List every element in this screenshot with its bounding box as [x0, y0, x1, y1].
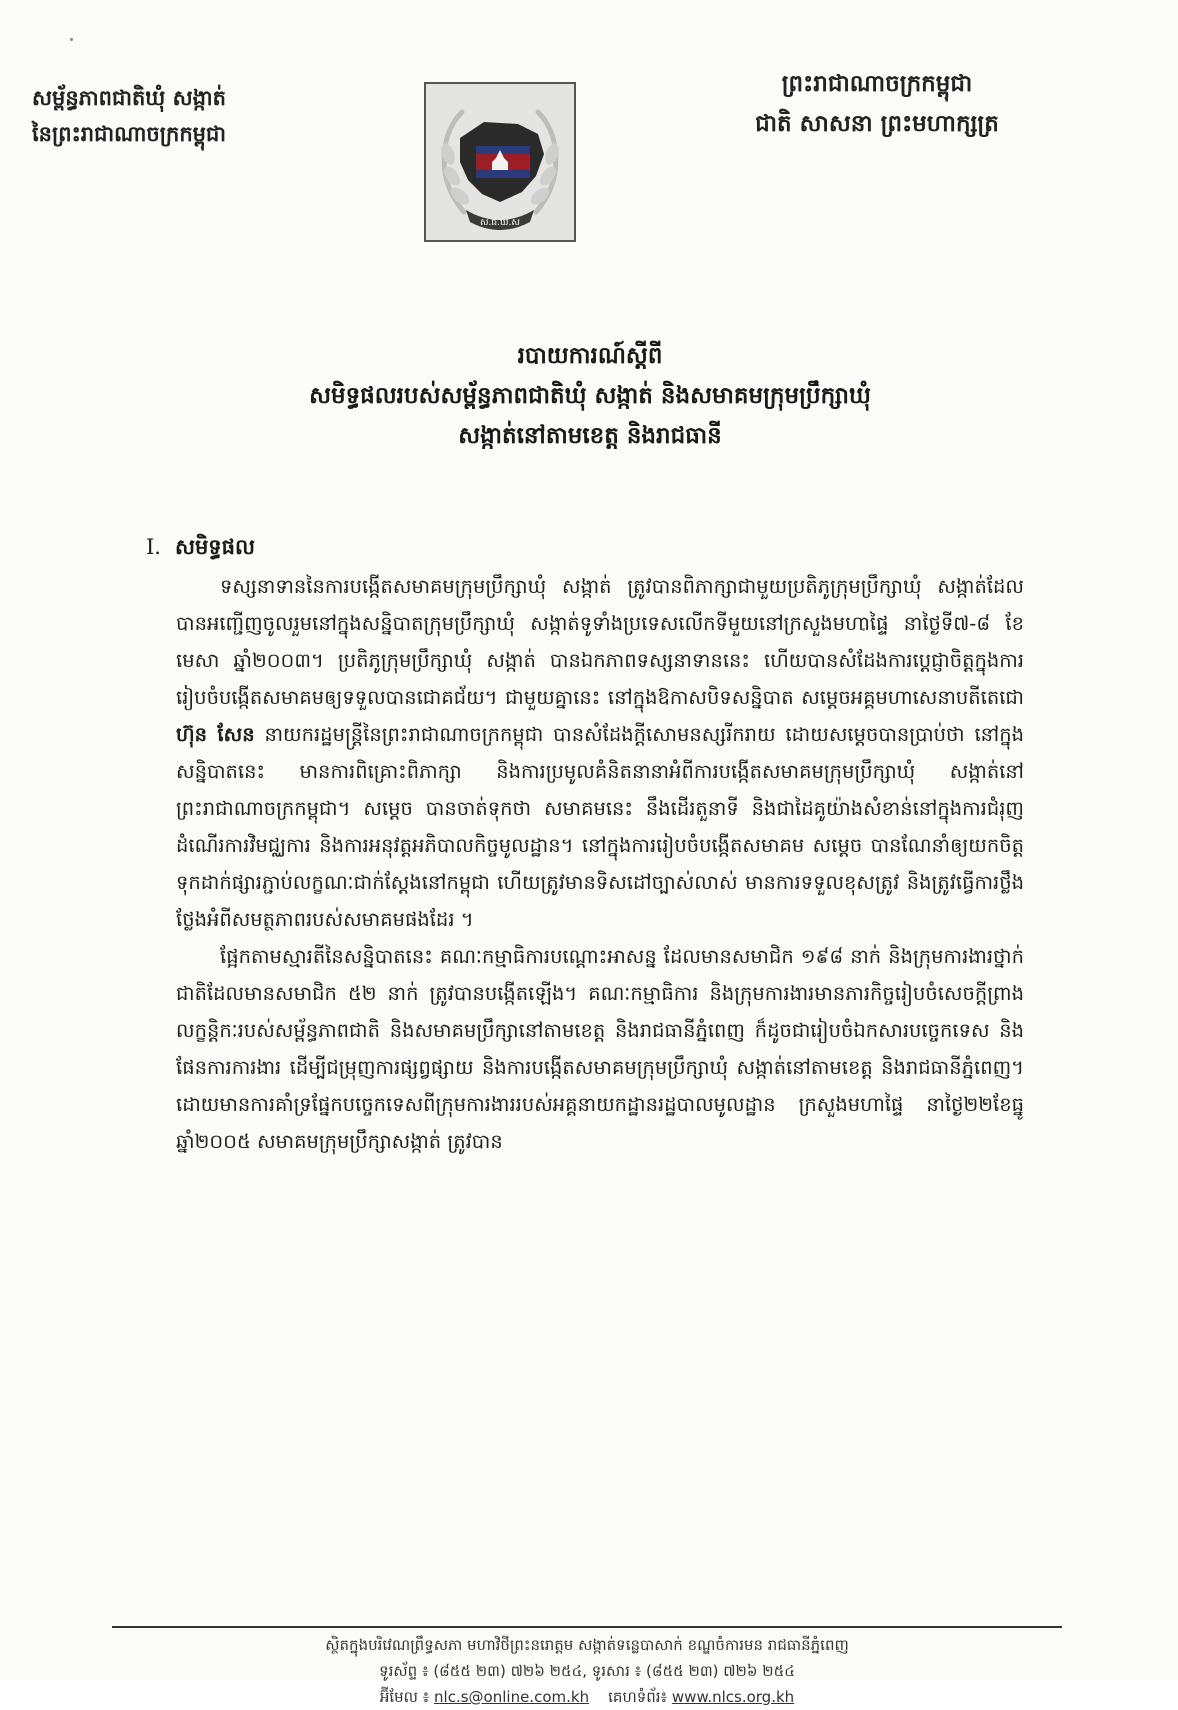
report-title-line1: របាយការណ៍ស្ដីពី — [517, 342, 663, 369]
footer-contact-line — [112, 1684, 1062, 1710]
kingdom-motto-header — [712, 64, 1042, 144]
national-motto: ជាតិ សាសនា ព្រះមហាក្សត្រ — [755, 110, 999, 137]
paragraph1-part1: ទស្សនាទាននៃការបង្កើតសមាគមក្រុមប្រឹក្សាឃុំ សង្កាត់ ត្រូវបានពិភាក្សាជាមួយប្រតិភូក្រុមប្រឹក្សាឃុំ សង្កាត់ដែលបានអញ្ជើញចូលរួមនៅក្នុងសន្និបាតក្រុមប្រឹក្សាឃុំ សង្កាត់ទូទាំងប្រទេសលើកទីមួយនៅក្រសួងមហាផ្ទៃ នាថ្ងៃទី៧-៨ ខែមេសា ឆ្នាំ២០០៣។ ប្រតិភូក្រុមប្រឹក្សាឃុំ សង្កាត់ បានឯកភាពទស្សនាទាននេះ ហើយបានសំដែងការប្ដេជ្ញាចិត្តក្នុងការរៀបចំបង្កើតសមាគមឲ្យទទួលបានជោគជ័យ។ ជាមួយគ្នានេះ នៅក្នុងឱកាសបិទសន្និបាត សម្ដេចអគ្គមហាសេនាបតីតេជោ — [176, 575, 1024, 709]
email-label: អ៊ីមែល ៖ — [379, 1688, 430, 1706]
organization-logo — [424, 82, 576, 242]
report-title — [150, 336, 1030, 456]
footer-phone-fax: ទូរស័ព្ទ ៖ (៨៥៥ ២៣) ៧២៦ ២៥៤, ទូរសារ ៖ (៨៥៥ ២៣) ៧២៦ ២៥៤ — [379, 1662, 795, 1680]
kingdom-name: ព្រះរាជាណាចក្រកម្ពុជា — [781, 70, 973, 97]
prime-minister-name: ហ៊ុន សែន — [176, 723, 255, 746]
page-footer — [112, 1632, 1062, 1710]
paragraph-achievements-1 — [176, 568, 1024, 938]
section-heading — [146, 534, 255, 565]
scan-speck — [70, 38, 73, 41]
org-name-header — [32, 80, 322, 152]
paragraph-achievements-2: ផ្អែកតាមស្មារតីនៃសន្និបាតនេះ គណៈកម្មាធិការបណ្ដោះអាសន្ន ដែលមានសមាជិក ១៩៨ នាក់ និងក្រុមការងារថ្នាក់ជាតិដែលមានសមាជិក ៥២ នាក់ ត្រូវបានបង្កើតឡើង។ គណៈកម្មាធិការ និងក្រុមការងារមានភារកិច្ចរៀបចំសេចក្ដីព្រាងលក្ខន្តិកៈរបស់សម្ព័ន្ធភាពជាតិ និងសមាគមប្រឹក្សានៅតាមខេត្ត និងរាជធានីភ្នំពេញ ក៏ដូចជារៀបចំឯកសារបច្ចេកទេស និងផែនការការងារ ដើម្បីជម្រុញការផ្សព្វផ្សាយ និងការបង្កើតសមាគមក្រុមប្រឹក្សាឃុំ សង្កាត់នៅតាមខេត្ត និងរាជធានីភ្នំពេញ។ ដោយមានការគាំទ្រផ្នែកបច្ចេកទេសពីក្រុមការងាររបស់អគ្គនាយកដ្ឋានរដ្ឋបាលមូលដ្ឋាន ក្រសួងមហាផ្ទៃ នាថ្ងៃ២២ខែធ្នូ ឆ្នាំ២០០៥ សមាគមក្រុមប្រឹក្សាសង្កាត់ ត្រូវបាន — [176, 945, 1024, 1153]
logo-ribbon-text: ស.ជ.ឃ.ស — [479, 218, 521, 228]
paragraph1-part2: នាយករដ្ឋមន្ត្រីនៃព្រះរាជាណាចក្រកម្ពុជា បានសំដែងក្ដីសោមនស្សរីករាយ ដោយសម្ដេចបានប្រាប់ថា នៅក្នុងសន្និបាតនេះ មានការពិគ្រោះពិភាក្សា និងការប្រមូលគំនិតនានាអំពីការបង្កើតសមាគមក្រុមប្រឹក្សាឃុំ សង្កាត់នៅព្រះរាជាណាចក្រកម្ពុជា។ សម្ដេច បានចាត់ទុកថា សមាគមនេះ នឹងដើរតួនាទី និងជាដៃគូយ៉ាងសំខាន់នៅក្នុងការជំរុញដំណើរការវិមជ្ឈការ និងការអនុវត្តអភិបាលកិច្ចមូលដ្ឋាន។ នៅក្នុងការរៀបចំបង្កើតសមាគម សម្ដេច បានណែនាំឲ្យយកចិត្តទុកដាក់ផ្សារភ្ជាប់លក្ខណៈជាក់ស្ដែងនៅកម្ពុជា ហើយត្រូវមានទិសដៅច្បាស់លាស់ មានការទទួលខុសត្រូវ និងត្រូវធ្វើការថ្លឹងថ្លែងអំពីសមត្ថភាពរបស់សមាគមផងដែរ ។ — [176, 723, 1025, 931]
report-body — [176, 568, 1024, 1160]
section-number: I. — [146, 535, 161, 559]
report-title-line2: សមិទ្ធផលរបស់សម្ព័ន្ធភាពជាតិឃុំ សង្កាត់ និងសមាគមក្រុមប្រឹក្សាឃុំ — [309, 382, 871, 409]
footer-divider — [112, 1626, 1062, 1628]
report-title-line3: សង្កាត់នៅតាមខេត្ត និងរាជធានី — [458, 422, 722, 449]
website-label: គេហទំព័រ៖ — [608, 1688, 668, 1706]
website-link[interactable]: www.nlcs.org.kh — [671, 1688, 795, 1706]
logo-emblem-icon — [426, 84, 574, 240]
email-link[interactable]: nlc.s@online.com.kh — [434, 1688, 590, 1706]
footer-address: ស្ថិតក្នុងបរិវេណព្រឹទ្ធសភា មហាវិថីព្រះនរោត្តម សង្កាត់ទន្លេបាសាក់ ខណ្ឌចំការមន រាជធានីភ្នំពេញ — [325, 1636, 849, 1654]
org-name-line1: សម្ព័ន្ធភាពជាតិឃុំ សង្កាត់ — [32, 85, 226, 110]
org-name-line2: នៃព្រះរាជាណាចក្រកម្ពុជា — [32, 121, 227, 146]
section-title: សមិទ្ធផល — [174, 534, 255, 559]
